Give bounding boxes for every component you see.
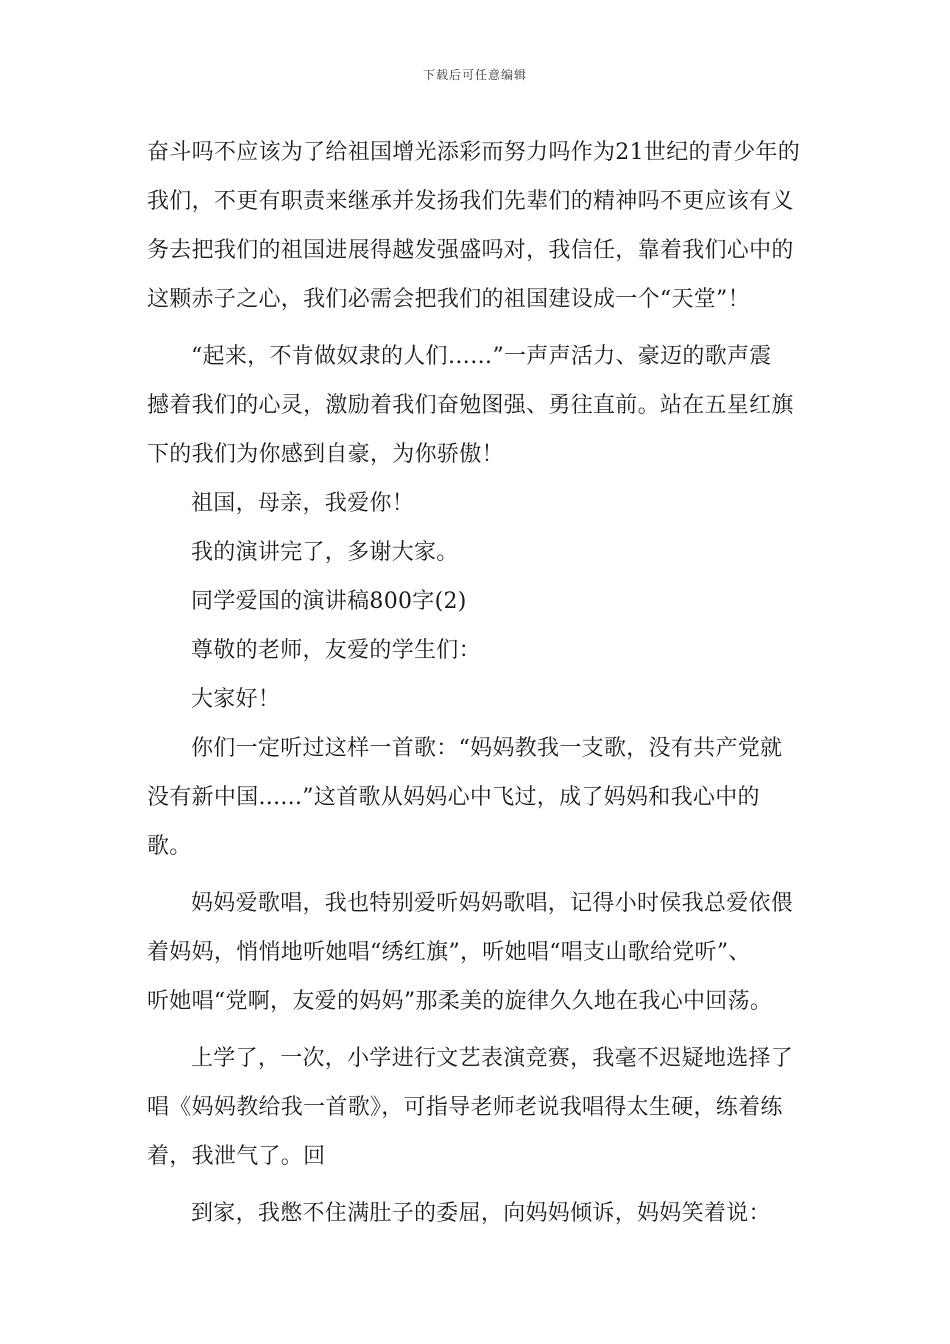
paragraph-start: 妈妈爱歌唱，我也特别爱听妈妈歌唱，记得小时侯我总爱依偎 [191, 891, 794, 916]
paragraph-start: 你们一定听过这样一首歌：“妈妈教我一支歌，没有共产党就 [191, 736, 783, 761]
section-title: 同学爱国的演讲稿800字(2) [191, 589, 467, 614]
text-line: 务去把我们的祖国进展得越发强盛吗对，我信任，靠着我们心中的 [147, 238, 794, 263]
greeting: 大家好！ [191, 687, 281, 712]
salutation: 尊敬的老师，友爱的学生们： [191, 638, 481, 663]
document-body [147, 128, 807, 1238]
text-line: 我们，不更有职责来继承并发扬我们先辈们的精神吗不更应该有义 [147, 189, 794, 214]
text-line: 没有新中国......”这首歌从妈妈心中飞过，成了妈妈和我心中的 [147, 785, 760, 810]
paragraph-start: 上学了，一次，小学进行文艺表演竞赛，我毫不迟疑地选择了 [191, 1046, 794, 1071]
text-line: 唱《妈妈教给我一首歌》，可指导老师老说我唱得太生硬，练着练 [147, 1095, 783, 1120]
paragraph-start: “起来，不肯做奴隶的人们……”一声声活力、豪迈的歌声震 [191, 344, 772, 369]
paragraph-start: 祖国，母亲，我爱你！ [191, 491, 415, 516]
text-line: 歌。 [147, 834, 192, 859]
text-line: 着妈妈，悄悄地听她唱“绣红旗”，听她唱“唱支山歌给党听”、 [147, 940, 751, 965]
paragraph-start: 我的演讲完了，多谢大家。 [191, 540, 459, 565]
page-header: 下载后可任意编辑 [422, 68, 527, 82]
text-line: 下的我们为你感到自豪，为你骄傲！ [147, 442, 504, 467]
paragraph-start: 到家，我憋不住满肚子的委屈，向妈妈倾诉，妈妈笑着说： [191, 1201, 771, 1226]
text-line: 着，我泄气了。回 [147, 1144, 326, 1169]
text-line: 听她唱“党啊，友爱的妈妈”那柔美的旋律久久地在我心中回荡。 [147, 989, 773, 1014]
text-line: 这颗赤子之心，我们必需会把我们的祖国建设成一个“天堂”！ [147, 287, 750, 312]
text-line: 奋斗吗不应该为了给祖国增光添彩而努力吗作为21世纪的青少年的 [147, 140, 800, 165]
text-line: 撼着我们的心灵，激励着我们奋勉图强、勇往直前。站在五星红旗 [147, 393, 794, 418]
